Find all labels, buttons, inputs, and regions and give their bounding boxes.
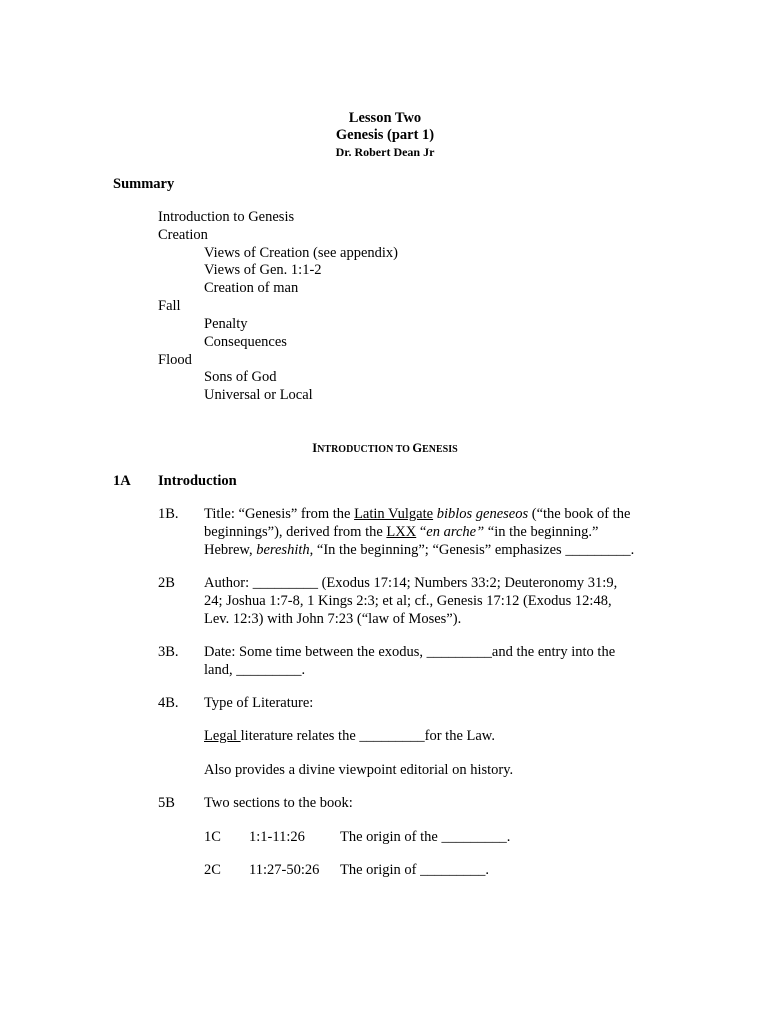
author-line-1: Author: _________ (Exodus 17:14; Numbers 33:2; Deuteronomy 31:9, (204, 575, 618, 591)
intro-number: 1A (113, 473, 131, 489)
outline-subitem: Views of Gen. 1:1-2 (204, 262, 322, 278)
title-line-3: Hebrew, bereshith, “In the beginning”; “Genesis” emphasizes _________. (204, 542, 635, 558)
item-number: 5B (158, 795, 175, 811)
section-row-text: The origin of _________. (340, 862, 490, 878)
lesson-subtitle: Genesis (part 1) (335, 127, 435, 143)
date-line-1: Date: Some time between the exodus, _________and the entry into the (204, 644, 616, 660)
section-heading: INTRODUCTION TO GENESIS (312, 441, 458, 455)
outline-subitem: Views of Creation (see appendix) (204, 245, 399, 261)
outline-subitem: Creation of man (204, 280, 299, 296)
summary-heading: Summary (113, 176, 175, 192)
lesson-title: Lesson Two (348, 110, 422, 126)
editorial-line: Also provides a divine viewpoint editorial on history. (204, 762, 514, 778)
section-row-ref: 11:27-50:26 (249, 862, 320, 878)
outline-subitem: Consequences (204, 334, 287, 350)
outline-item: Creation (158, 227, 208, 243)
literature-label: Type of Literature: (204, 695, 314, 711)
title-line-1: Title: “Genesis” from the Latin Vulgate biblos geneseos (“the book of the (204, 506, 631, 522)
outline-subitem: Universal or Local (204, 387, 313, 403)
author-line-2: 24; Joshua 1:7-8, 1 Kings 2:3; et al; cf., Genesis 17:12 (Exodus 12:48, (204, 593, 612, 609)
outline-subitem: Penalty (204, 316, 248, 332)
outline-item: Introduction to Genesis (158, 209, 295, 225)
item-number: 1B. (158, 506, 179, 522)
outline-item: Flood (158, 352, 192, 368)
date-line-2: land, _________. (204, 662, 306, 678)
section-row-text: The origin of the _________. (340, 829, 511, 845)
author-line-3: Lev. 12:3) with John 7:23 (“law of Moses”). (204, 611, 462, 627)
intro-heading: Introduction (158, 473, 237, 489)
outline-item: Fall (158, 298, 181, 314)
item-number: 3B. (158, 644, 179, 660)
item-number: 4B. (158, 695, 179, 711)
section-row-ref: 1:1-11:26 (249, 829, 305, 845)
section-row-number: 1C (204, 829, 221, 845)
legal-line: Legal literature relates the _________for the Law. (204, 728, 495, 744)
title-line-2: beginnings”), derived from the LXX “en arche” “in the beginning.” (204, 524, 599, 540)
lesson-author: Dr. Robert Dean Jr (335, 145, 435, 159)
item-number: 2B (158, 575, 175, 591)
section-row-number: 2C (204, 862, 221, 878)
outline-subitem: Sons of God (204, 369, 277, 385)
sections-label: Two sections to the book: (204, 795, 353, 811)
